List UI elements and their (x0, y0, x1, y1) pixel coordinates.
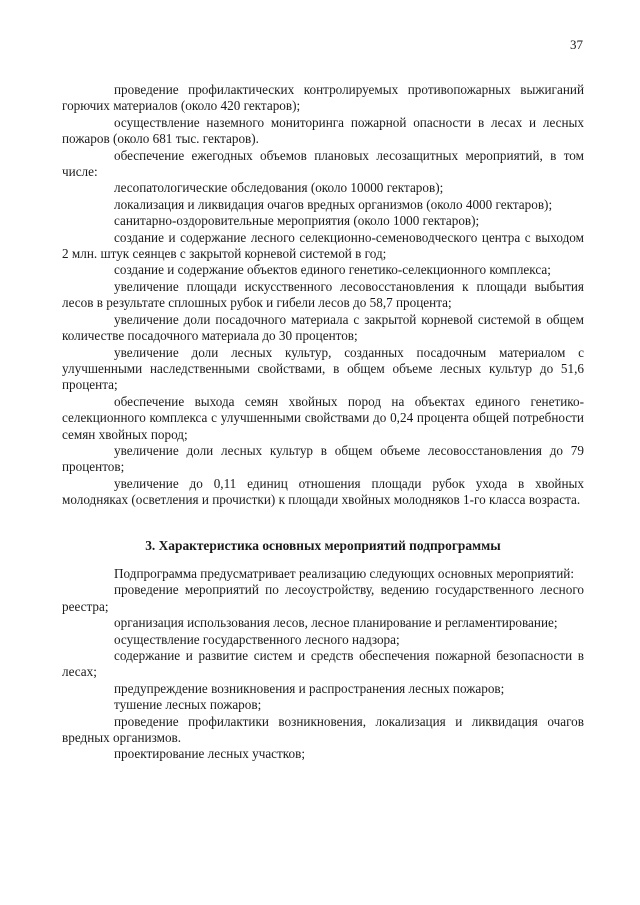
page-number: 37 (570, 37, 583, 52)
paragraph: создание и содержание объектов единого генетико-селекционного комплекса; (114, 262, 551, 278)
paragraph: лесопатологические обследования (около 10000 гектаров); (114, 180, 444, 196)
paragraph: проведение мероприятий по лесоустройству, ведению государственного лесного реестра; (62, 582, 584, 614)
paragraph: санитарно-оздоровительные мероприятия (около 1000 гектаров); (114, 213, 480, 229)
paragraph: организация использования лесов, лесное планирование и регламентирование; (114, 615, 558, 631)
paragraph: увеличение доли посадочного материала с закрытой корневой системой в общем количестве посадочного материала до 30 процентов; (62, 311, 584, 344)
paragraph: обеспечение ежегодных объемов плановых лесозащитных мероприятий, в том числе: (62, 147, 584, 180)
section-heading: 3. Характеристика основных мероприятий подпрограммы (145, 537, 501, 553)
paragraph: осуществление государственного лесного надзора; (114, 631, 400, 647)
paragraph: увеличение доли лесных культур, созданных посадочным материалом с улучшенными наследственными свойствами, в общем объеме лесных культур до 51,6 процента; (62, 344, 584, 393)
paragraph: содержание и развитие систем и средств обеспечения пожарной безопасности в лесах; (62, 648, 584, 680)
paragraph: увеличение до 0,11 единиц отношения площади рубок ухода в хвойных молодняках (осветления и прочистки) к площади хвойных молодняков 1-го класса возраста. (62, 475, 584, 508)
paragraph: предупреждение возникновения и распространения лесных пожаров; (114, 680, 505, 696)
paragraph: увеличение площади искусственного лесовосстановления к площади выбытия лесов в результате сплошных рубок и гибели лесов до 58,7 процента; (62, 278, 584, 311)
paragraph: увеличение доли лесных культур в общем объеме лесовосстановления до 79 процентов; (62, 442, 584, 475)
document-body (62, 82, 584, 763)
paragraph: Подпрограмма предусматривает реализацию следующих основных мероприятий: (114, 565, 575, 581)
paragraph: создание и содержание лесного селекционно-семеноводческого центра с выходом 2 млн. штук сеянцев с закрытой корневой системой в год; (62, 229, 584, 262)
paragraph: локализация и ликвидация очагов вредных организмов (около 4000 гектаров); (114, 196, 553, 212)
paragraph: обеспечение выхода семян хвойных пород на объектах единого генетико-селекционного комплекса с улучшенными свойствами до 0,24 процента общей потребности семян хвойных пород; (62, 393, 584, 442)
paragraph: тушение лесных пожаров; (114, 697, 262, 713)
paragraph: проведение профилактики возникновения, локализация и ликвидация очагов вредных организмов. (62, 713, 584, 746)
paragraph: осуществление наземного мониторинга пожарной опасности в лесах и лесных пожаров (около 681 тыс. гектаров). (62, 114, 584, 147)
paragraph: проектирование лесных участков; (114, 746, 306, 762)
paragraph: проведение профилактических контролируемых противопожарных выжиганий горючих материалов (около 420 гектаров); (62, 82, 584, 114)
